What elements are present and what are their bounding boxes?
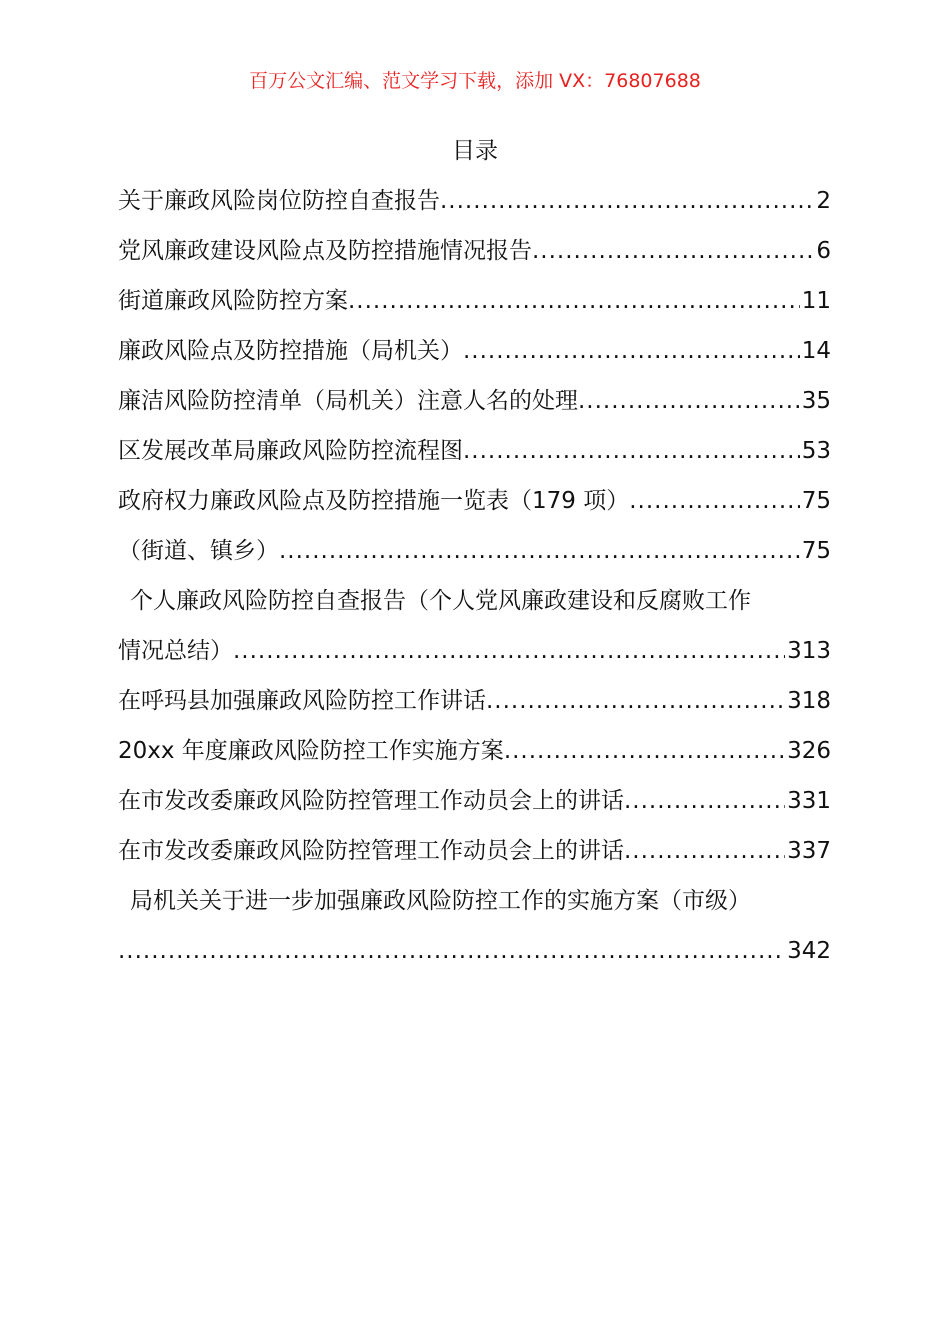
toc-page-number: 75 — [801, 538, 831, 564]
toc-entry-title: （街道、镇乡） — [118, 538, 279, 564]
toc-entry[interactable] — [118, 226, 831, 276]
toc-entry[interactable] — [118, 876, 831, 926]
toc-entry[interactable] — [118, 626, 831, 676]
toc-dot-leader — [463, 426, 800, 476]
toc-dot-leader — [486, 676, 785, 726]
toc-dot-leader — [440, 176, 814, 226]
toc-page-number: 2 — [816, 188, 831, 214]
header-banner: 百万公文汇编、范文学习下载，添加 VX：76807688 — [249, 70, 701, 92]
toc-title: 目录 — [452, 138, 498, 164]
toc-entry[interactable] — [118, 726, 831, 776]
toc-entry-title: 区发展改革局廉政风险防控流程图 — [118, 438, 463, 464]
toc-entry-title: 20xx 年度廉政风险防控工作实施方案 — [118, 738, 504, 764]
toc-page-number: 11 — [801, 288, 831, 314]
toc-dot-leader — [348, 276, 800, 326]
toc-entry-title: 廉洁风险防控清单（局机关）注意人名的处理 — [118, 388, 578, 414]
toc-entry[interactable] — [118, 176, 831, 226]
toc-page-number: 331 — [787, 788, 831, 814]
toc-entry[interactable] — [118, 826, 831, 876]
toc-page-number: 326 — [787, 738, 831, 764]
toc-entry[interactable] — [118, 276, 831, 326]
toc-page-number: 337 — [787, 838, 831, 864]
toc-entry-title: 个人廉政风险防控自查报告（个人党风廉政建设和反腐败工作 — [130, 588, 751, 614]
toc-dot-leader — [233, 626, 785, 676]
toc-page-number: 342 — [787, 938, 831, 964]
toc-dot-leader — [629, 476, 800, 526]
toc-dot-leader — [118, 926, 785, 976]
toc-entry[interactable] — [118, 376, 831, 426]
toc-entry-title: 在市发改委廉政风险防控管理工作动员会上的讲话 — [118, 838, 624, 864]
toc-dot-leader — [624, 826, 785, 876]
toc-page-number: 75 — [801, 488, 831, 514]
toc-entry-title: 街道廉政风险防控方案 — [118, 288, 348, 314]
toc-entry[interactable] — [118, 476, 831, 526]
toc-dot-leader — [279, 526, 800, 576]
toc-page-number: 6 — [816, 238, 831, 264]
toc-entry-title: 局机关关于进一步加强廉政风险防控工作的实施方案（市级） — [130, 888, 751, 914]
toc-entry[interactable] — [118, 426, 831, 476]
toc-dot-leader — [504, 726, 785, 776]
toc-entry-title: 情况总结） — [118, 638, 233, 664]
toc-page-number: 313 — [787, 638, 831, 664]
toc-page-number: 14 — [801, 338, 831, 364]
toc-list — [118, 176, 831, 976]
toc-entry-title: 廉政风险点及防控措施（局机关） — [118, 338, 463, 364]
toc-page-number: 35 — [801, 388, 831, 414]
toc-entry[interactable] — [118, 776, 831, 826]
toc-entry-title: 在市发改委廉政风险防控管理工作动员会上的讲话 — [118, 788, 624, 814]
toc-entry-title: 党风廉政建设风险点及防控措施情况报告 — [118, 238, 532, 264]
toc-dot-leader — [463, 326, 800, 376]
toc-entry[interactable] — [118, 576, 831, 626]
toc-entry-title: 在呼玛县加强廉政风险防控工作讲话 — [118, 688, 486, 714]
toc-entry-title: 关于廉政风险岗位防控自查报告 — [118, 188, 440, 214]
toc-page-number: 53 — [801, 438, 831, 464]
toc-dot-leader — [578, 376, 800, 426]
toc-entry-title: 政府权力廉政风险点及防控措施一览表（179 项） — [118, 488, 630, 514]
toc-entry[interactable] — [118, 526, 831, 576]
toc-entry[interactable] — [118, 326, 831, 376]
toc-page-number: 318 — [787, 688, 831, 714]
toc-entry[interactable] — [118, 676, 831, 726]
toc-dot-leader — [624, 776, 785, 826]
toc-dot-leader — [532, 226, 814, 276]
toc-entry[interactable] — [118, 926, 831, 976]
